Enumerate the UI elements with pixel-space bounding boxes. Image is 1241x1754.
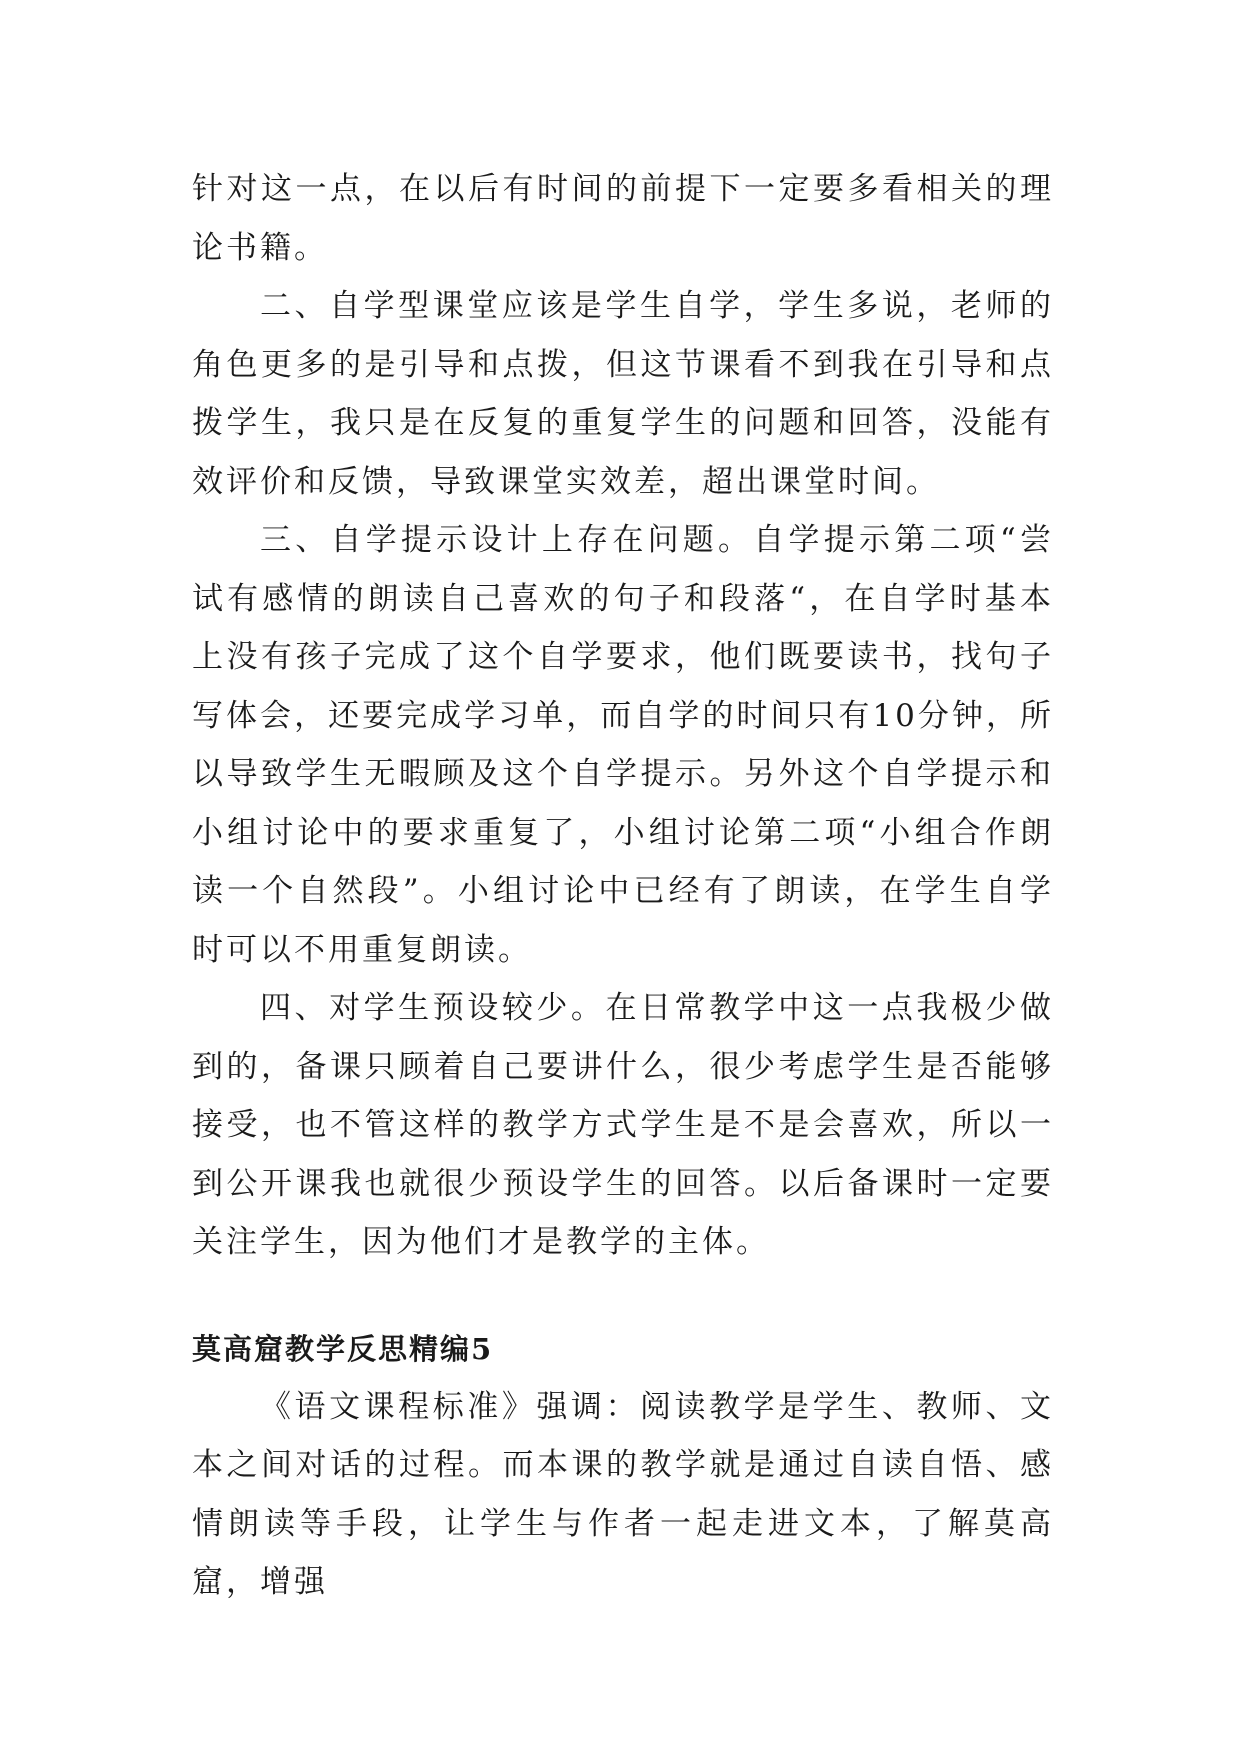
paragraph-5: 《语文课程标准》强调：阅读教学是学生、教师、文本之间对话的过程。而本课的教学就是通过自读自悟、感情朗读等手段，让学生与作者一起走进文本，了解莫高窟，增强: [192, 1388, 1054, 1600]
section-gap: [192, 1272, 1054, 1320]
paragraph-4: 四、对学生预设较少。在日常教学中这一点我极少做到的，备课只顾着自己要讲什么，很少考虑学生是否能够接受，也不管这样的教学方式学生是不是会喜欢，所以一到公开课我也就很少预设学生的回答。以后备课时一定要关注学生，因为他们才是教学的主体。: [192, 990, 1054, 1260]
section-heading: 莫高窟教学反思精编5: [192, 1331, 494, 1366]
paragraph-2: 二、自学型课堂应该是学生自学，学生多说，老师的角色更多的是引导和点拨，但这节课看不到我在引导和点拨学生，我只是在反复的重复学生的问题和回答，没能有效评价和反馈，导致课堂实效差，超出课堂时间。: [192, 288, 1054, 500]
paragraph-1: 针对这一点，在以后有时间的前提下一定要多看相关的理论书籍。: [192, 171, 1054, 266]
document-body: [192, 160, 1054, 1612]
paragraph-3: 三、自学提示设计上存在问题。自学提示第二项“尝试有感情的朗读自己喜欢的句子和段落“，在自学时基本上没有孩子完成了这个自学要求，他们既要读书，找句子写体会，还要完成学习单，而自学的时间只有10分钟，所以导致学生无暇顾及这个自学提示。另外这个自学提示和小组讨论中的要求重复了，小组讨论第二项“小组合作朗读一个自然段”。小组讨论中已经有了朗读，在学生自学时可以不用重复朗读。: [192, 522, 1054, 968]
